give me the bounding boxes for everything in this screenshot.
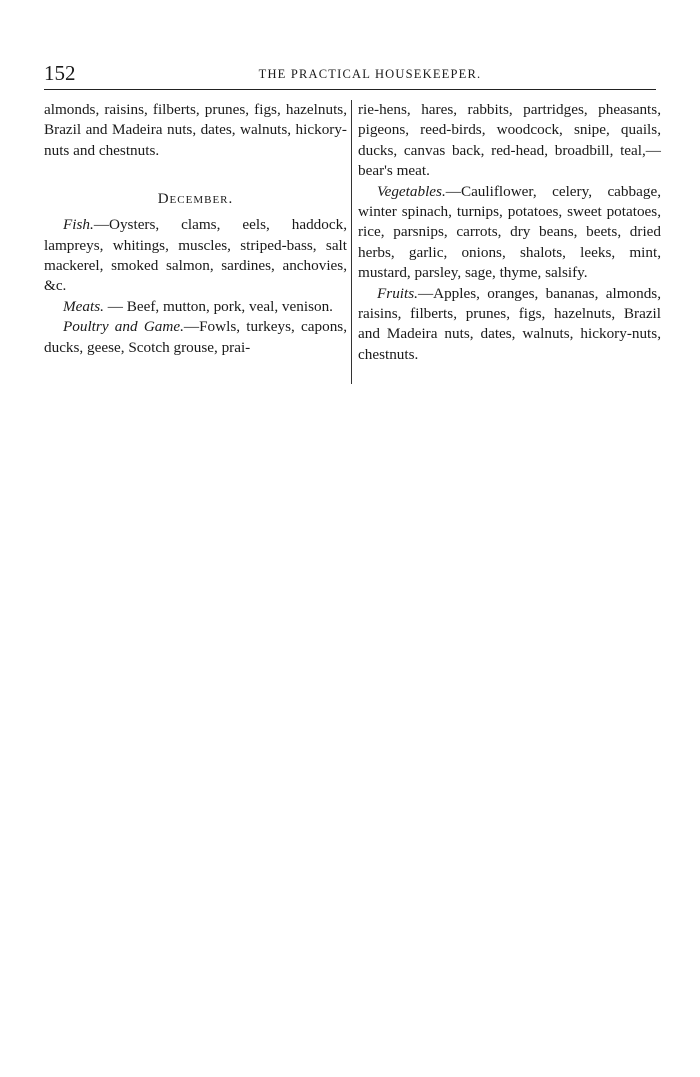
vegetables-label: Vegetables. [377,182,446,200]
running-title: THE PRACTICAL HOUSEKEEPER. [258,67,482,81]
header-rule [44,89,656,90]
fish-label: Fish. [63,216,94,234]
page-header [44,58,656,88]
meats-label: Meats. [63,297,104,315]
vegetables-text: —Cauliflower, celery, cabbage, winter spinach, turnips, potatoes, sweet potatoes, rice, parsnips, carrots, dry beans, beets, dried herbs, garlic, onions, shalots, leeks, mint, mustard, parsley, sage, thyme, salsify. [358,182,661,282]
right-column [358,100,661,365]
fish-paragraph [44,215,347,297]
meats-paragraph [44,297,347,317]
poultry-paragraph [44,317,347,358]
fruits-text: —Apples, oranges, bananas, almonds, raisins, filberts, prunes, figs, hazelnuts, Brazil and Madeira nuts, dates, walnuts, hickory-nuts, chestnuts. [358,284,661,363]
left-column [44,100,347,358]
continuation-paragraph: almonds, raisins, filberts, prunes, figs, hazelnuts, Brazil and Madeira nuts, dates, walnuts, hickory-nuts and chestnuts. [44,101,347,159]
month-heading: December. [157,191,234,208]
column-divider [351,100,352,384]
fish-text: —Oysters, clams, eels, haddock, lampreys, whitings, muscles, striped-bass, salt mackerel, smoked salmon, sardines, anchovies, &c. [44,216,347,295]
fruits-paragraph [358,284,661,366]
vegetables-paragraph [358,182,661,284]
poultry-label: Poultry and Game. [63,318,184,336]
poultry-continuation-paragraph: rie-hens, hares, rabbits, partridges, pheasants, pigeons, reed-birds, woodcock, snipe, quails, ducks, canvas back, red-head, broadbill, teal,—bear's meat. [358,101,661,180]
page-number: 152 [44,61,76,85]
fruits-label: Fruits. [377,284,418,302]
poultry-text: —Fowls, turkeys, capons, ducks, geese, Scotch grouse, prai- [44,318,347,356]
meats-text: — Beef, mutton, pork, veal, venison. [103,297,333,315]
